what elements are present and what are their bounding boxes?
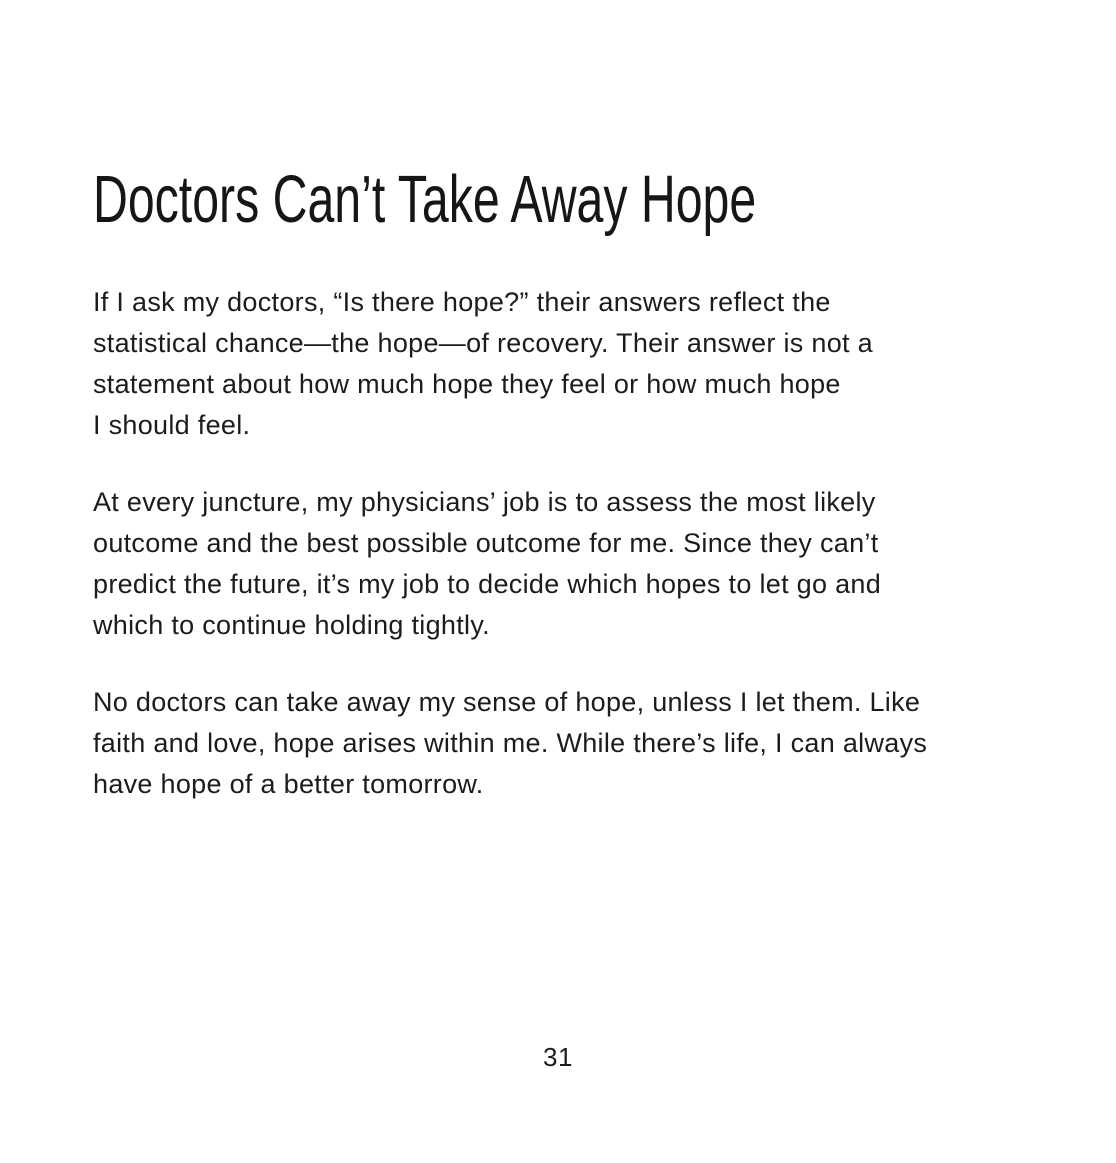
text-line: faith and love, hope arises within me. While there’s life, I can always	[93, 728, 928, 758]
page-number: 31	[543, 1042, 573, 1072]
text-line: have hope of a better tomorrow.	[93, 769, 484, 799]
text-line: If I ask my doctors, “Is there hope?” their answers reflect the	[93, 287, 831, 317]
text-line: outcome and the best possible outcome for me. Since they can’t	[93, 528, 879, 558]
page-title: Doctors Can’t Take Away Hope	[93, 162, 757, 237]
text-line: which to continue holding tightly.	[93, 610, 490, 640]
text-line: statement about how much hope they feel or how much hope	[93, 369, 841, 399]
body-text	[93, 282, 1020, 805]
paragraph-3	[93, 682, 1020, 805]
text-line: I should feel.	[93, 410, 251, 440]
text-line: predict the future, it’s my job to decide which hopes to let go and	[93, 569, 882, 599]
text-line: No doctors can take away my sense of hope, unless I let them. Like	[93, 687, 921, 717]
paragraph-2	[93, 482, 1020, 646]
paragraph-1	[93, 282, 1020, 446]
text-line: At every juncture, my physicians’ job is to assess the most likely	[93, 487, 876, 517]
text-line: statistical chance—the hope—of recovery. Their answer is not a	[93, 328, 873, 358]
